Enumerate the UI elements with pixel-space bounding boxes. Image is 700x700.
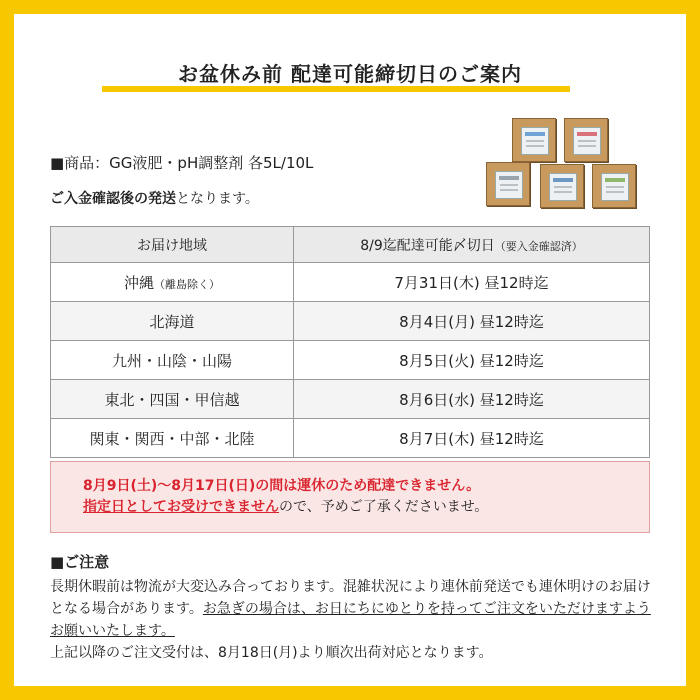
- deadline-cell: 8月7日(木) 昼12時迄: [294, 419, 650, 458]
- header-deadline-label: 8/9迄配達可能〆切日: [360, 237, 495, 254]
- page-title: お盆休み前 配達可能締切日のご案内: [178, 62, 522, 86]
- table-row: [51, 302, 650, 341]
- table-row: [51, 419, 650, 458]
- product-line: ■商品：GG液肥・pH調整剤 各5L/10L: [50, 154, 314, 172]
- region-note: （離島除く）: [154, 277, 220, 291]
- header-region: お届け地域: [51, 227, 294, 263]
- header-deadline-note: （要入金確認済）: [494, 239, 583, 253]
- shipping-note-bold: ご入金確認後の発送: [50, 191, 176, 207]
- deadline-cell: 8月6日(水) 昼12時迄: [294, 380, 650, 419]
- table-row: [51, 380, 650, 419]
- header-deadline: [294, 227, 650, 263]
- region-cell: [51, 263, 294, 302]
- shipping-note: [50, 188, 259, 208]
- caution-body: [50, 576, 660, 664]
- title-underline: [102, 86, 570, 92]
- closure-notice-line2: [83, 497, 649, 518]
- closure-notice-line1: 8月9日(土)〜8月17日(日)の間は運休のため配達できません。: [83, 478, 481, 494]
- region-cell: 関東・関西・中部・北陸: [51, 419, 294, 458]
- product-box: [512, 118, 556, 162]
- caution-text: 長期休暇前は物流が大変込み合っております。混雑状況により連休前発送でも連休明けのお届けとなる場合があります。: [50, 579, 651, 617]
- deadline-cell: 8月5日(火) 昼12時迄: [294, 341, 650, 380]
- caution-title: ■ご注意: [50, 553, 110, 571]
- closure-notice-emphasis: 指定日としてお受けできません: [83, 499, 279, 515]
- region-name: 沖縄: [123, 273, 154, 292]
- region-cell: 東北・四国・甲信越: [51, 380, 294, 419]
- product-box: [540, 164, 584, 208]
- deadline-table: [50, 226, 650, 458]
- product-image: [484, 116, 644, 216]
- table-row: [51, 263, 650, 302]
- caution-paragraph: [50, 576, 660, 642]
- product-box: [592, 164, 636, 208]
- closure-notice-rest: ので、予めご了承くださいませ。: [279, 499, 489, 515]
- table-row: [51, 341, 650, 380]
- deadline-cell: 7月31日(木) 昼12時迄: [294, 263, 650, 302]
- caution-underlined: お急ぎの場合は、お日にちにゆとりを持ってご注文をいただけますようお願いいたします。: [50, 601, 651, 639]
- region-cell: 北海道: [51, 302, 294, 341]
- product-box: [486, 162, 530, 206]
- product-box: [564, 118, 608, 162]
- region-cell: 九州・山陰・山陽: [51, 341, 294, 380]
- shipping-note-rest: となります。: [176, 191, 259, 207]
- deadline-cell: 8月4日(月) 昼12時迄: [294, 302, 650, 341]
- table-header-row: [51, 227, 650, 263]
- closure-notice: [50, 461, 650, 533]
- caution-paragraph: 上記以降のご注文受付は、8月18日(月)より順次出荷対応となります。: [50, 645, 493, 661]
